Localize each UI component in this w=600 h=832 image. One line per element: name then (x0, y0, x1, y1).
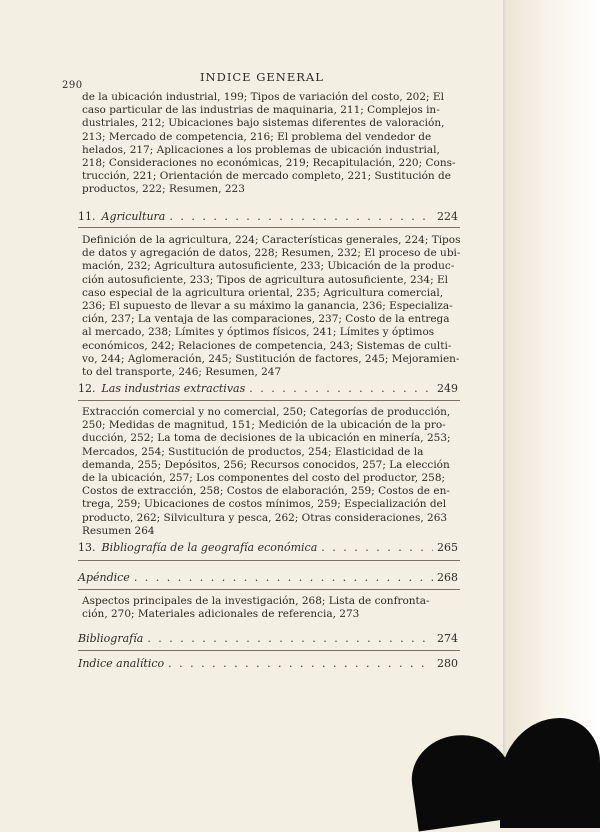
text-line: ción, 237; La ventaja de las comparaciones, 237; Costo de la entrega (82, 313, 450, 326)
toc-entry-chapter-13[interactable] (78, 541, 458, 554)
text-line: trega, 259; Ubicaciones de costos mínimos, 259; Especialización del (82, 498, 447, 511)
text-line: 213; Mercado de competencia, 216; El problema del vendedor de (82, 130, 432, 143)
chapter-number: 13. (78, 541, 96, 554)
text-line: al mercado, 238; Límites y óptimos físicos, 241; Límites y óptimos (82, 326, 435, 339)
toc-entry-appendix[interactable] (78, 571, 458, 584)
index-title: Indice analítico (78, 657, 165, 670)
chapter-title: Agricultura (101, 210, 166, 223)
chapter-title: Las industrias extractivas (101, 382, 246, 395)
adjacent-page-edge (508, 0, 600, 810)
text-line: de datos y agregación de datos, 228; Resumen, 232; El proceso de ubi- (82, 247, 461, 260)
appendix-summary (82, 595, 460, 621)
text-line: Extracción comercial y no comercial, 250; Categorías de producción, (82, 406, 451, 418)
text-line: vo, 244; Aglomeración, 245; Sustitución de factores, 245; Mejoramien- (82, 352, 460, 365)
text-line: Mercados, 254; Sustitución de productos, 254; Elasticidad de la (82, 445, 424, 458)
chapter-12-summary (82, 406, 460, 538)
text-line: caso especial de la agricultura oriental, 235; Agricultura comercial, (82, 286, 444, 299)
toc-entry-index[interactable] (78, 657, 458, 670)
text-line: caso particular de las industrias de maquinaria, 211; Complejos in- (82, 104, 440, 117)
text-line: producto, 262; Silvicultura y pesca, 262; Otras consideraciones, 263 (82, 511, 448, 524)
chapter-page: 249 (437, 382, 458, 395)
chapter-page: 224 (437, 210, 458, 223)
text-line: económicos, 242; Relaciones de competencia, 243; Sistemas de culti- (82, 339, 452, 352)
toc-entry-bibliography[interactable] (78, 632, 458, 645)
text-line: 250; Medidas de magnitud, 151; Medición de la ubicación de la pro- (82, 419, 446, 432)
dot-leader (147, 632, 433, 645)
text-line: productos, 222; Resumen, 223 (82, 183, 245, 196)
intro-paragraph (82, 91, 460, 197)
chapter-11-summary (82, 234, 460, 379)
dot-leader (134, 571, 433, 584)
bibliography-title: Bibliografía (78, 632, 144, 645)
appendix-page: 268 (437, 571, 458, 584)
toc-entry-chapter-12[interactable] (78, 382, 458, 395)
divider (78, 650, 460, 651)
chapter-title: Bibliografía de la geografía económica (101, 541, 318, 554)
text-line: to del transporte, 246; Resumen, 247 (82, 366, 282, 379)
divider (78, 589, 460, 590)
dot-leader (169, 210, 433, 223)
page-gutter-shadow (503, 0, 509, 810)
text-line: Costos de extracción, 258; Costos de elaboración, 259; Costos de en- (82, 485, 450, 498)
text-line: ción autosuficiente, 233; Tipos de agricultura autosuficiente, 234; El (82, 273, 448, 286)
text-line: demanda, 255; Depósitos, 256; Recursos conocidos, 257; La elección (82, 458, 450, 471)
text-line: trucción, 221; Orientación de mercado completo, 221; Sustitución de (82, 170, 451, 183)
chapter-number: 11. (78, 210, 96, 223)
text-line: Definición de la agricultura, 224; Características generales, 224; Tipos (82, 234, 461, 246)
text-line: ducción, 252; La toma de decisiones de la ubicación en minería, 253; (82, 432, 451, 445)
index-page: 280 (437, 657, 458, 670)
chapter-page: 265 (437, 541, 458, 554)
text-line: mación, 232; Agricultura autosuficiente, 233; Ubicación de la produc- (82, 260, 455, 273)
text-line: ción, 270; Materiales adicionales de referencia, 273 (82, 608, 360, 621)
text-line: dustriales, 212; Ubicaciones bajo sistemas diferentes de valoración, (82, 117, 445, 130)
divider (78, 227, 460, 228)
text-line: de la ubicación industrial, 199; Tipos de variación del costo, 202; El (82, 91, 444, 103)
text-line: de la ubicación, 257; Los componentes del costo del productor, 258; (82, 472, 446, 485)
toc-entry-chapter-11[interactable] (78, 210, 458, 223)
dot-leader (168, 657, 433, 670)
page-number: 290 (62, 80, 83, 91)
chapter-number: 12. (78, 382, 96, 395)
text-line: helados, 217; Aplicaciones a los problemas de ubicación industrial, (82, 143, 440, 156)
dot-leader (321, 541, 433, 554)
text-line: 218; Consideraciones no económicas, 219; Recapitulación, 220; Cons- (82, 157, 456, 170)
divider (78, 400, 460, 401)
running-head: INDICE GENERAL (200, 70, 324, 84)
divider (78, 560, 460, 561)
text-line: Aspectos principales de la investigación, 268; Lista de confronta- (82, 595, 430, 607)
text-line: 236; El supuesto de llevar a su máximo la ganancia, 236; Especializa- (82, 300, 453, 313)
dot-leader (249, 382, 433, 395)
text-line: Resumen 264 (82, 524, 155, 537)
appendix-title: Apéndice (78, 571, 130, 584)
bibliography-page: 274 (437, 632, 458, 645)
